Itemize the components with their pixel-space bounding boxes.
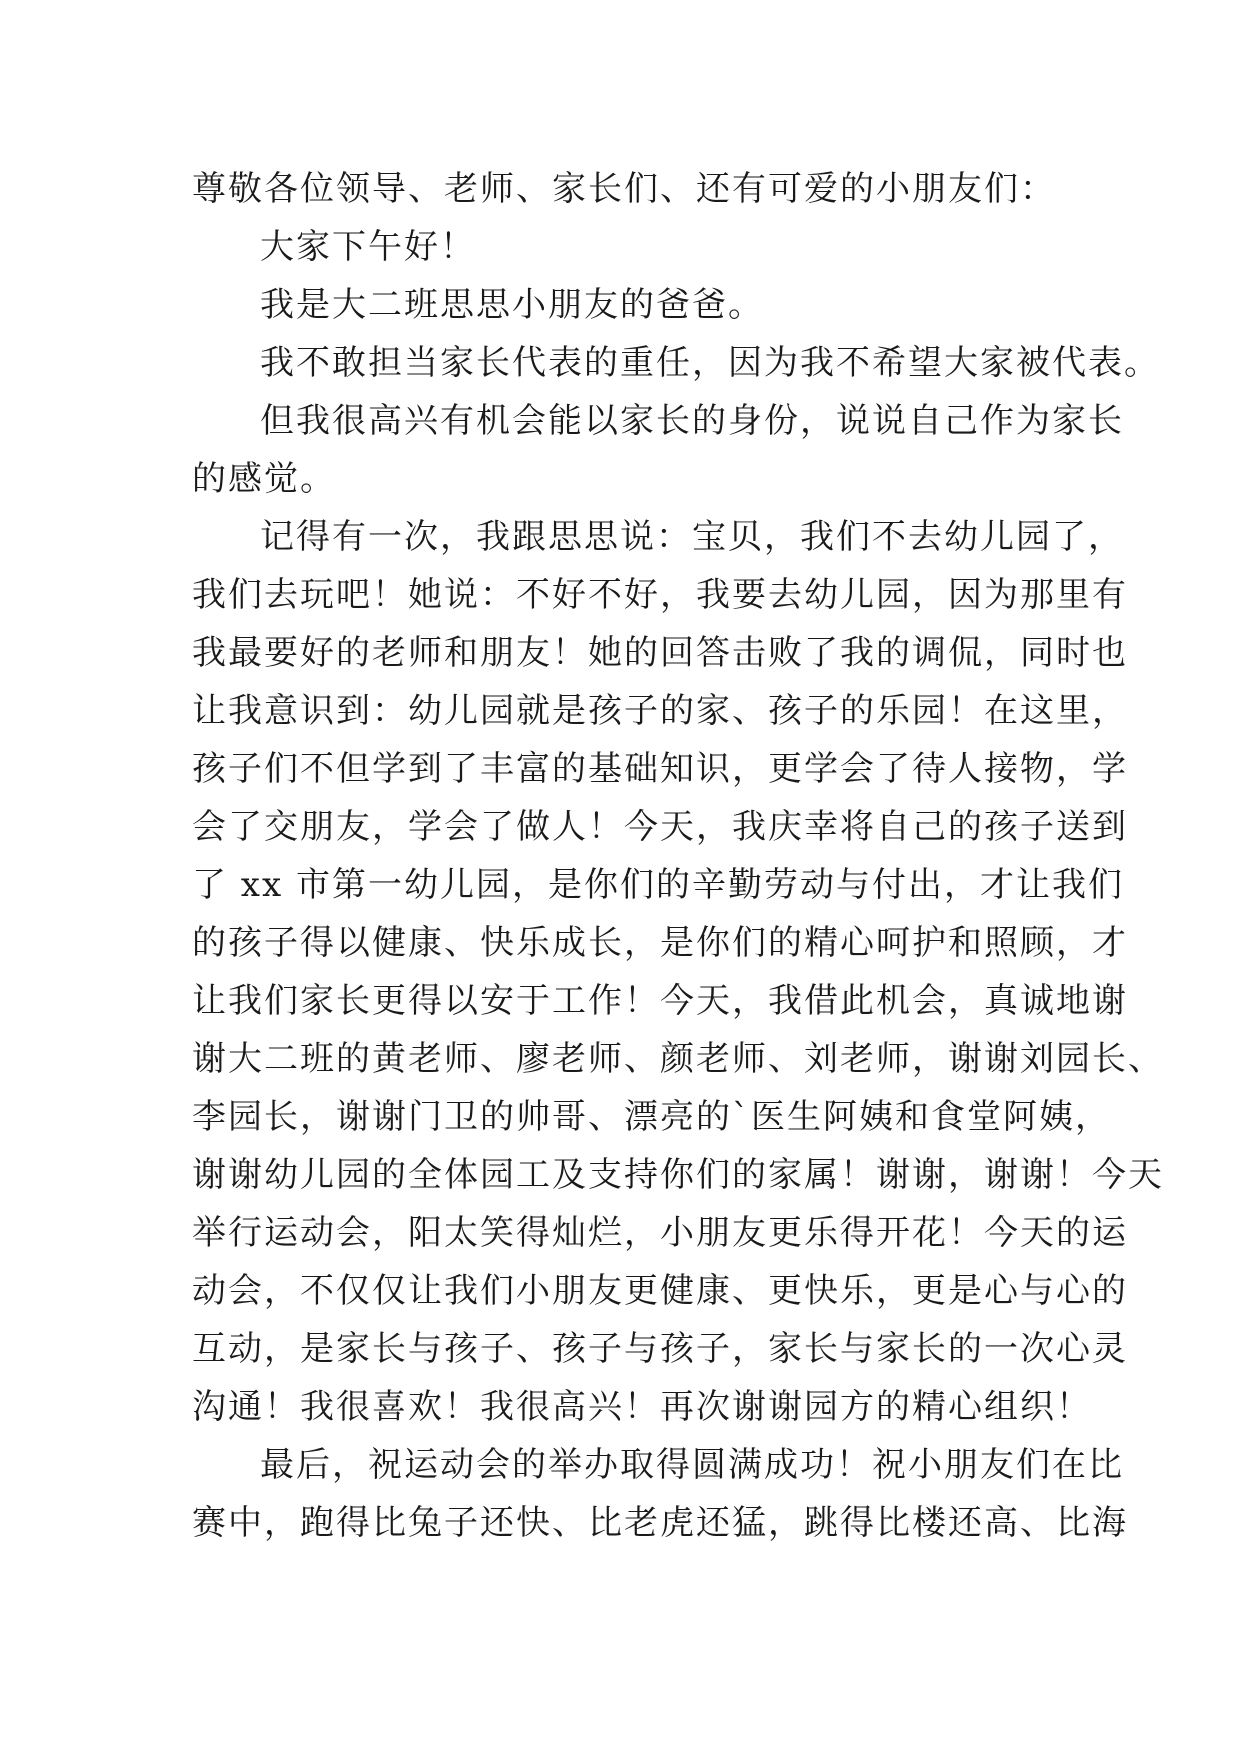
paragraph-line: 我不敢担当家长代表的重任，因为我不希望大家被代表。 <box>260 343 1160 383</box>
paragraph-line: 让我意识到：幼儿园就是孩子的家、孩子的乐园！在这里， <box>192 691 1128 731</box>
paragraph-line: 赛中，跑得比兔子还快、比老虎还猛，跳得比楼还高、比海 <box>192 1503 1128 1543</box>
document-body <box>192 160 1164 1552</box>
paragraph-line: 动会，不仅仅让我们小朋友更健康、更快乐，更是心与心的 <box>192 1271 1128 1311</box>
paragraph-line: 让我们家长更得以安于工作！今天，我借此机会，真诚地谢 <box>192 981 1128 1021</box>
greeting-line: 大家下午好！ <box>260 227 476 267</box>
paragraph-line: 我们去玩吧！她说：不好不好，我要去幼儿园，因为那里有 <box>192 575 1128 615</box>
paragraph-line: 孩子们不但学到了丰富的基础知识，更学会了待人接物，学 <box>192 749 1128 789</box>
paragraph-line: 的感觉。 <box>192 459 336 499</box>
paragraph-line: 举行运动会，阳太笑得灿烂，小朋友更乐得开花！今天的运 <box>192 1213 1128 1253</box>
paragraph-line: 我最要好的老师和朋友！她的回答击败了我的调侃，同时也 <box>192 633 1128 673</box>
paragraph-line: 最后，祝运动会的举办取得圆满成功！祝小朋友们在比 <box>260 1445 1124 1485</box>
paragraph-line: 谢大二班的黄老师、廖老师、颜老师、刘老师，谢谢刘园长、 <box>192 1039 1164 1079</box>
intro-line: 我是大二班思思小朋友的爸爸。 <box>260 285 764 325</box>
paragraph-line: 但我很高兴有机会能以家长的身份，说说自己作为家长 <box>260 401 1124 441</box>
paragraph-line: 沟通！我很喜欢！我很高兴！再次谢谢园方的精心组织！ <box>192 1387 1092 1427</box>
paragraph-line: 互动，是家长与孩子、孩子与孩子，家长与家长的一次心灵 <box>192 1329 1128 1369</box>
paragraph-line: 了 xx 市第一幼儿园，是你们的辛勤劳动与付出，才让我们 <box>192 865 1124 905</box>
paragraph-line: 谢谢幼儿园的全体园工及支持你们的家属！谢谢，谢谢！今天 <box>192 1155 1164 1195</box>
paragraph-line: 李园长，谢谢门卫的帅哥、漂亮的`医生阿姨和食堂阿姨， <box>192 1097 1111 1137</box>
salutation-line: 尊敬各位领导、老师、家长们、还有可爱的小朋友们： <box>192 169 1056 209</box>
paragraph-line: 记得有一次，我跟思思说：宝贝，我们不去幼儿园了， <box>260 517 1124 557</box>
paragraph-line: 的孩子得以健康、快乐成长，是你们的精心呵护和照顾，才 <box>192 923 1128 963</box>
paragraph-line: 会了交朋友，学会了做人！今天，我庆幸将自己的孩子送到 <box>192 807 1128 847</box>
